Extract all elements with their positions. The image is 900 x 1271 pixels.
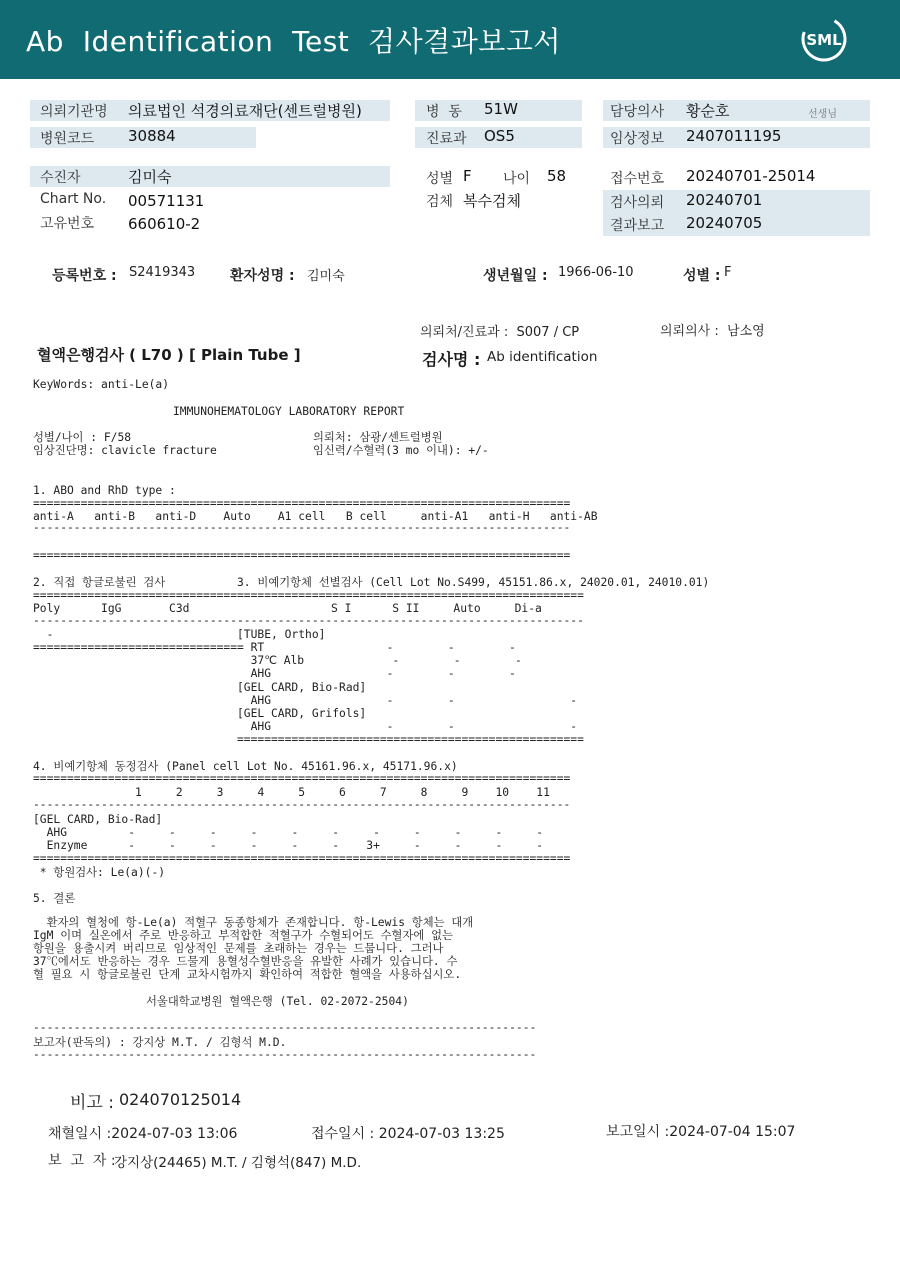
screen-row: [GEL CARD, Bio-Rad]	[237, 681, 367, 694]
panel-row: AHG - - - - - - - - - - -	[33, 826, 544, 839]
diagnosis-line: 임상진단명: clavicle fracture	[33, 444, 217, 457]
screen-title: 3. 비예기항체 선별검사 (Cell Lot No.S499, 45151.86.x, 24020.01, 24010.01)	[237, 576, 710, 589]
ward-label: 병 동	[426, 104, 462, 120]
panel-title: 4. 비예기항체 동정검사 (Panel cell Lot No. 45161.96.x, 45171.96.x)	[33, 760, 458, 773]
receive-datetime: 접수일시 : 2024-07-03 13:25	[311, 1126, 505, 1142]
doctor-suffix: 선생님	[808, 109, 837, 120]
rule-double: ===============================================================================	[33, 772, 571, 785]
rule-single: --------------------------------------------------------------------------	[33, 1048, 537, 1061]
conclusion-line: 환자의 혈청에 항-Le(a) 적혈구 동종항체가 존재합니다. 항-Lewis 항체는 대개	[33, 916, 474, 929]
rule-double: ===================================================	[237, 733, 584, 746]
specimen-label: 검체	[426, 194, 454, 210]
rule-single: -------------------------------------------------------------------------------	[33, 798, 571, 811]
chart-label: Chart No.	[40, 191, 107, 207]
unique-value: 660610-2	[128, 215, 201, 233]
patient-value: 김미숙	[128, 168, 172, 186]
footer-reporter-value: 강지상(24465) M.T. / 김형석(847) M.D.	[114, 1155, 362, 1171]
chart-value: 00571131	[128, 192, 205, 210]
reg-value: S2419343	[129, 265, 196, 280]
screen-row: AHG - - -	[237, 694, 578, 707]
institution-label: 의뢰기관명	[40, 104, 108, 120]
screen-headers: S I S II Auto Di-a	[331, 602, 542, 615]
conclusion-line: 혈 필요 시 항글로불린 단계 교차시험까지 확인하여 적합한 혈액을 사용하십시오.	[33, 968, 462, 981]
request-value: 20240701	[686, 191, 763, 209]
blood-bank-line: 서울대학교병원 혈액은행 (Tel. 02-2072-2504)	[146, 995, 409, 1008]
abo-headers: anti-A anti-B anti-D Auto A1 cell B cell anti-A1 anti-H anti-AB	[33, 510, 598, 523]
unique-label: 고유번호	[40, 216, 95, 232]
panel-row: Enzyme - - - - - - 3+ - - - -	[33, 839, 544, 852]
receipt-label: 접수번호	[610, 171, 665, 187]
reg-label: 등록번호 :	[52, 268, 117, 284]
request-label: 검사의뢰	[610, 195, 665, 211]
hospital-code-value: 30884	[128, 127, 176, 145]
rule-double: ===============================	[33, 589, 244, 602]
panel-headers: 1 2 3 4 5 6 7 8 9 10 11	[33, 786, 550, 799]
ward-value: 51W	[484, 100, 518, 118]
dat-value: -	[33, 628, 54, 641]
dob-label: 생년월일 :	[483, 268, 548, 284]
band-patient	[30, 166, 390, 187]
age-label: 나이	[503, 171, 531, 187]
rule-double: ===============================================================================	[33, 852, 571, 865]
dept-value: OS5	[484, 127, 515, 145]
doctor-label: 담당의사	[610, 104, 665, 120]
rule-single: -------------------------------------------------------------------------------	[33, 521, 571, 534]
receipt-value: 20240701-25014	[686, 167, 816, 185]
result-label: 결과보고	[610, 218, 665, 234]
screen-row: RT - - -	[237, 641, 516, 654]
rule-double: ===============================================================================	[33, 549, 571, 562]
screen-row: [TUBE, Ortho]	[237, 628, 326, 641]
reporter-line: 보고자(판독의) : 강지상 M.T. / 김형석 M.D.	[33, 1036, 287, 1049]
rule-single: -------------------------------	[33, 614, 244, 627]
clinical-label: 임상정보	[610, 131, 665, 147]
footer-reporter-label: 보 고 자 :	[48, 1153, 116, 1169]
report-datetime: 보고일시 :2024-07-04 15:07	[606, 1124, 796, 1140]
doctor-value: 황순호	[686, 102, 730, 120]
screen-row: AHG - - -	[237, 667, 516, 680]
screen-row: 37℃ Alb - - -	[237, 654, 522, 667]
patient-sex-label: 성별 :	[683, 268, 721, 284]
screen-row: [GEL CARD, Grifols]	[237, 707, 367, 720]
conclusion-line: 37℃에서도 반응하는 경우 드물게 용혈성수혈반응을 유발한 사례가 있습니다. 수	[33, 955, 458, 968]
ref-doctor-text: 의뢰의사 : 남소영	[660, 324, 765, 339]
conclusion-line: 항원을 용출시켜 버리므로 임상적인 문제를 초래하는 경우는 드뭅니다. 그러나	[33, 942, 444, 955]
rule-single: --------------------------------------------------------------------------	[33, 1021, 537, 1034]
name-label: 환자성명 :	[230, 268, 295, 284]
panel-row: [GEL CARD, Bio-Rad]	[33, 813, 163, 826]
conclusion-line: IgM 이며 실온에서 주로 반응하고 부적합한 적혈구가 수혈되어도 수혈자에 없는	[33, 929, 453, 942]
rule-double: ===============================	[33, 641, 244, 654]
hospital-code-label: 병원코드	[40, 131, 95, 147]
remark-label: 비고 :	[70, 1093, 114, 1113]
age-value: 58	[547, 167, 567, 185]
result-value: 20240705	[686, 214, 763, 232]
rule-single: ---------------------------------------------------	[237, 614, 584, 627]
keywords: KeyWords: anti-Le(a)	[33, 378, 170, 391]
dat-headers: Poly IgG C3d	[33, 602, 190, 615]
screen-row: AHG - - -	[237, 720, 578, 733]
antigen-line: * 항원검사: Le(a)(-)	[33, 866, 166, 879]
sex-age-line: 성별/나이 : F/58	[33, 431, 132, 444]
rule-double: ===============================================================================	[33, 497, 571, 510]
clinical-value: 2407011195	[686, 127, 782, 145]
test-name-value: Ab identification	[487, 349, 598, 365]
patient-sex-value: F	[724, 265, 732, 280]
sml-logo-icon	[798, 12, 850, 66]
dat-title: 2. 직접 항글로불린 검사	[33, 576, 166, 589]
logo-text: SML	[806, 31, 842, 49]
dept-label: 진료과	[426, 131, 467, 147]
collect-datetime: 채혈일시 :2024-07-03 13:06	[48, 1126, 238, 1142]
requester-line: 의뢰처: 삼광/센트럴병원	[313, 431, 443, 444]
test-name-label: 검사명 :	[422, 350, 481, 369]
rule-double: ===================================================	[237, 589, 584, 602]
specimen-value: 복수검체	[463, 192, 521, 210]
pregnancy-line: 임신력/수혈력(3 mo 이내): +/-	[313, 444, 489, 457]
report-title: Ab Identification Test 검사결과보고서	[26, 25, 561, 58]
report-header	[0, 0, 900, 79]
test-title: 혈액은행검사 ( L70 ) [ Plain Tube ]	[37, 346, 301, 364]
sex-value: F	[463, 167, 472, 185]
institution-value: 의료법인 석경의료재단(센트럴병원)	[128, 102, 362, 120]
referrer-text: 의뢰처/진료과 : S007 / CP	[420, 325, 580, 340]
abo-title: 1. ABO and RhD type :	[33, 484, 176, 497]
sex-label: 성별	[426, 171, 454, 187]
remark-value: 024070125014	[119, 1090, 242, 1109]
lab-report-title: IMMUNOHEMATOLOGY LABORATORY REPORT	[173, 405, 405, 418]
name-value: 김미숙	[307, 269, 345, 284]
conclusion-title: 5. 결론	[33, 892, 76, 905]
dob-value: 1966-06-10	[558, 265, 634, 280]
patient-label: 수진자	[40, 170, 81, 186]
